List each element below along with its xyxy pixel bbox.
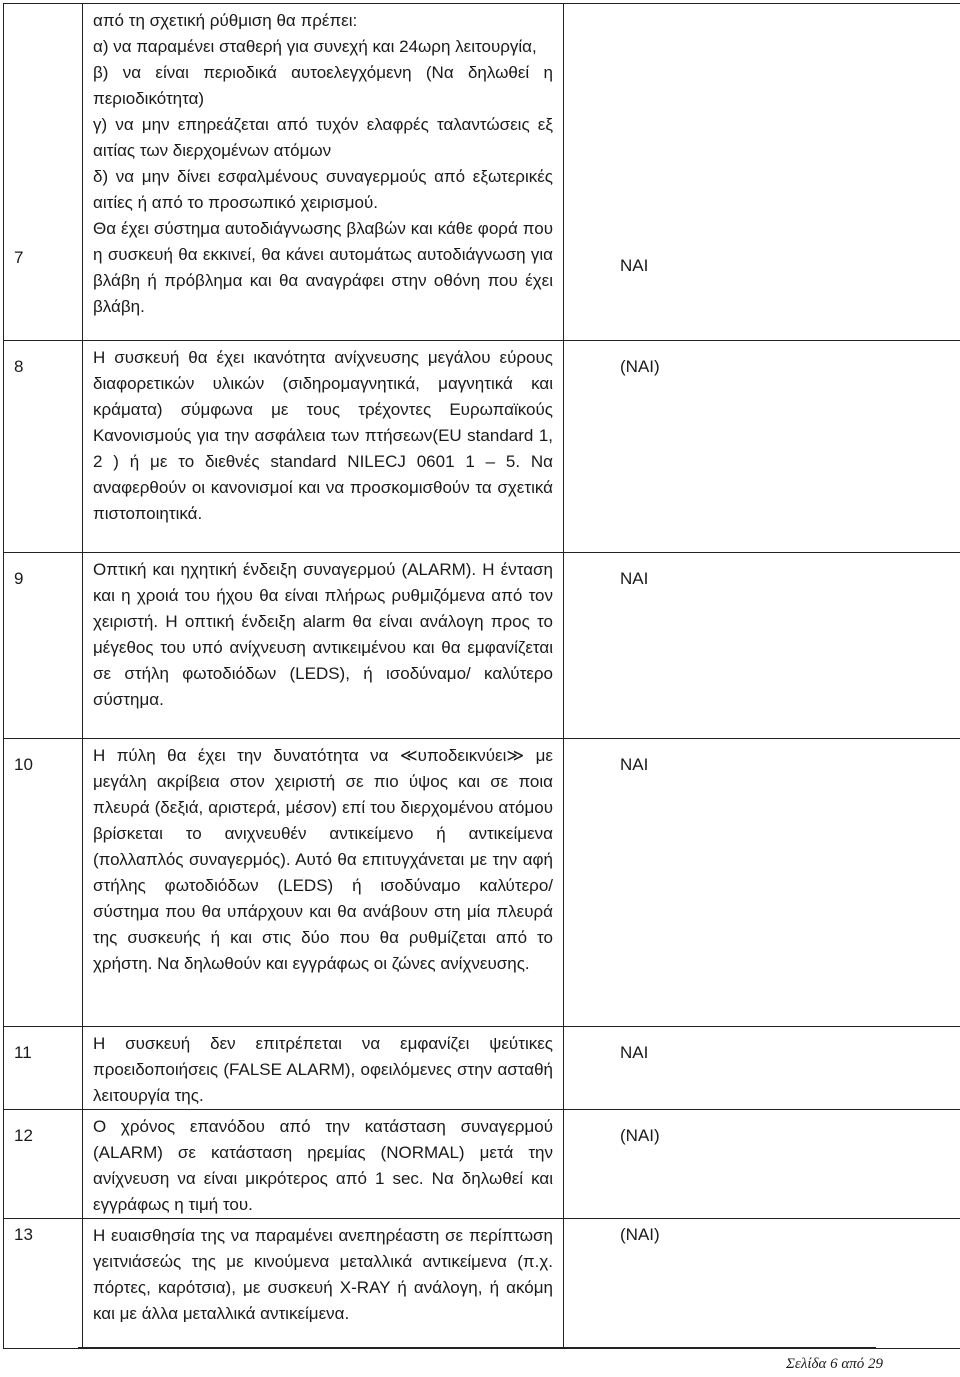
row-description: Η πύλη θα έχει την δυνατότητα να ≪υποδεικνύει≫ με μεγάλη ακρίβεια στον χειριστή σε πιο ύψος και σε ποια πλευρά (δεξιά, αριστερά, μέσον) επί του διερχομένου ατόμου βρίσκεται το ανιχνευθέν αντικείμενο ή αντικείμενα (πολλαπλός συναγερμός). Αυτό θα επιτυγχάνεται με την αφή στήλης φωτοδιόδων (LEDS) ή ισοδύναμο καλύτερο/ σύστημα που θα υπάρχουν και θα ανάβουν στη μία πλευρά της συσκευής ή και στις δύο που θα ρυθμίζεται από το χρήστη. Να δηλωθούν και εγγράφως οι ζώνες ανίχνευσης. (83, 739, 564, 1027)
page-number: Σελίδα 6 από 29 (786, 1356, 883, 1372)
row-answer: ΝΑΙ (564, 4, 960, 341)
table-row (4, 1219, 960, 1349)
row-answer: ΝΑΙ (564, 1027, 960, 1110)
row-description: Η συσκευή θα έχει ικανότητα ανίχνευσης μεγάλου εύρους διαφορετικών υλικών (σιδηρομαγνητικά, μαγνητικά και κράματα) σύμφωνα με τους τρέχοντες Ευρωπαϊκούς Κανονισμούς για την ασφάλεια των πτήσεων(EU standard 1, 2 ) ή με το διεθνές standard NILECJ 0601 1 – 5. Να αναφερθούν οι κανονισμοί και να προσκομισθούν τα σχετικά πιστοποιητικά. (83, 341, 564, 553)
spec-table (3, 3, 960, 1349)
row-number: 9 (4, 553, 83, 739)
table-row (4, 4, 960, 341)
row-description: Η συσκευή δεν επιτρέπεται να εμφανίζει ψεύτικες προειδοποιήσεις (FALSE ALARM), οφειλόμενες στην ασταθή λειτουργία της. (83, 1027, 564, 1110)
table-row (4, 1027, 960, 1110)
table-row (4, 341, 960, 553)
row-answer: (ΝΑΙ) (564, 341, 960, 553)
table-row (4, 1110, 960, 1219)
footer-divider (78, 1347, 876, 1348)
row-number: 12 (4, 1110, 83, 1219)
row-number: 8 (4, 341, 83, 553)
row-number: 10 (4, 739, 83, 1027)
row-number: 11 (4, 1027, 83, 1110)
table-row (4, 739, 960, 1027)
row-description: Η ευαισθησία της να παραμένει ανεπηρέαστη σε περίπτωση γειτνιάσεώς της με κινούμενα μεταλλικά αντικείμενα (π.χ. πόρτες, καρότσια), με συσκευή X-RAY ή ανάλογη, ή ακόμη και με άλλα μεταλλικά αντικείμενα. (83, 1219, 564, 1349)
row-answer: (ΝΑΙ) (564, 1110, 960, 1219)
row-number: 13 (4, 1219, 83, 1349)
row-answer: (ΝΑΙ) (564, 1219, 960, 1349)
row-answer: ΝΑΙ (564, 553, 960, 739)
table-row (4, 553, 960, 739)
row-answer: ΝΑΙ (564, 739, 960, 1027)
row-description: Οπτική και ηχητική ένδειξη συναγερμού (ALARM). Η ένταση και η χροιά του ήχου θα είναι πλήρως ρυθμιζόμενα από τον χειριστή. Η οπτική ένδειξη alarm θα είναι ανάλογη προς το μέγεθος του υπό ανίχνευση αντικειμένου και θα εμφανίζεται σε στήλη φωτοδιόδων (LEDS), ή ισοδύναμο/ καλύτερο σύστημα. (83, 553, 564, 739)
row-number: 7 (4, 4, 83, 341)
row-description: Ο χρόνος επανόδου από την κατάσταση συναγερμού (ALARM) σε κατάσταση ηρεμίας (NORMAL) μετά την ανίχνευση να είναι μικρότερος από 1 sec. Να δηλωθεί και εγγράφως η τιμή του. (83, 1110, 564, 1219)
row-description: από τη σχετική ρύθμιση θα πρέπει: α) να παραμένει σταθερή για συνεχή και 24ωρη λειτουργία, β) να είναι περιοδικά αυτοελεγχόμενη (Να δηλωθεί η περιοδικότητα) γ) να μην επηρεάζεται από τυχόν ελαφρές ταλαντώσεις εξ αιτίας των διερχομένων ατόμων δ) να μην δίνει εσφαλμένους συναγερμούς από εξωτερικές αιτίες ή από το προσωπικό χειρισμού. Θα έχει σύστημα αυτοδιάγνωσης βλαβών και κάθε φορά που η συσκευή θα εκκινεί, θα κάνει αυτομάτως αυτοδιάγνωση για βλάβη ή πρόβλημα και θα αναγράφει στην οθόνη που έχει βλάβη. (83, 4, 564, 341)
